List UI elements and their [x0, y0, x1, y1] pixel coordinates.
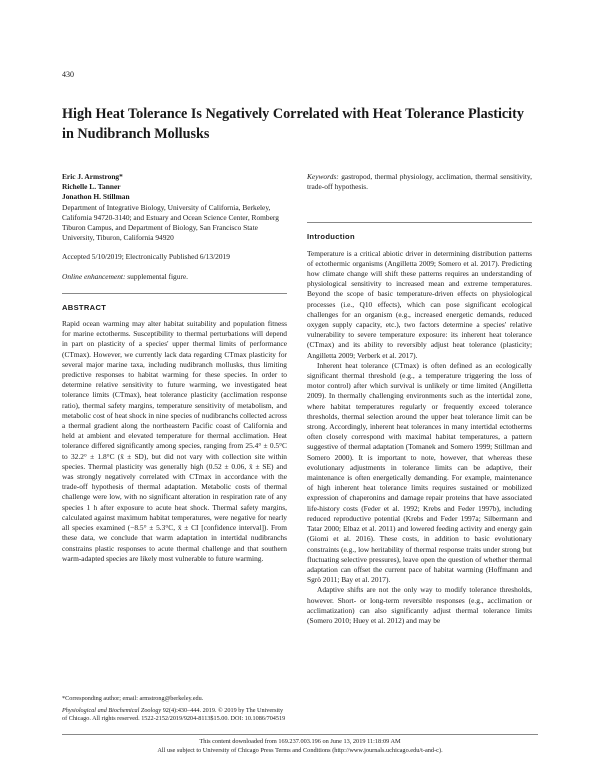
divider: [307, 222, 532, 223]
right-column: [307, 172, 532, 626]
publication-dates: Accepted 5/10/2019; Electronically Published 6/13/2019: [62, 252, 230, 262]
intro-paragraph: Adaptive shifts are not the only way to modify tolerance thresholds, however. Short- or long-term reversible responses (e.g., acclimation or acclimatization) can also significantly adjust thermal tolerance limits (Somero 2010; Huey et al. 2012) and may be: [307, 585, 532, 625]
footer-divider: [62, 734, 538, 735]
affiliation: Department of Integrative Biology, University of California, Berkeley, California 94720-3140; and Estuary and Ocean Science Center, Romberg Tiburon Campus, and Department of Biology, San Francisco State University, Tiburon, California 94920: [62, 202, 279, 243]
author-name: Jonathon H. Stillman: [62, 192, 130, 202]
left-column: [62, 172, 287, 564]
abstract-heading: ABSTRACT: [62, 302, 107, 312]
intro-paragraph: Temperature is a critical abiotic driver in determining distribution patterns of ectothermic organisms (Angilletta 2009; Somero et al. 2017). Predicting how climate change will shift these patterns requires an understanding of physiological sensitivity to increased mean and extreme temperatures. Beyond the scope of basic temperature-driven effects on physiological processes (i.e., Q10 effects), which can pose significant ecological challenges for an organism (e.g., increased energetic demands, reduced oxygen supply capacity, etc.), two factors determine a species' relative vulnerability to severe temperature exposure: its inherent heat tolerance (CTmax) and its ability to reversibly adjust heat tolerance (plasticity; Angilletta 2009; Verberk et al. 2017).: [307, 248, 532, 360]
keywords-label: Keywords:: [307, 172, 339, 181]
online-enhancement-label: Online enhancement:: [62, 271, 126, 281]
footnotes: [62, 695, 287, 728]
keywords: [307, 172, 532, 192]
journal-name: Physiological and Biochemical Zoology: [62, 707, 162, 715]
corresponding-author-note: *Corresponding author; email: armstrong@berkeley.edu.: [62, 695, 204, 702]
keywords-text: gastropod, thermal physiology, acclimation, thermal sensitivity, trade-off hypothesis.: [307, 172, 532, 192]
terms-line[interactable]: All use subject to University of Chicago Press Terms and Conditions (http://www.journals.uchicago.edu/t-and-c).: [157, 746, 443, 754]
citation-details: 92(4):430–444. 2019. © 2019 by The University of Chicago. All rights reserved. 1522-2152/2019/9204-8113$15.00. DOI: 10.1086/704519: [62, 707, 286, 723]
download-notice: [0, 738, 600, 755]
author-name: Eric J. Armstrong*: [62, 172, 123, 181]
online-enhancement-link[interactable]: supplemental figure.: [127, 271, 189, 281]
download-line: This content downloaded from 169.237.003.196 on June 13, 2019 11:18:09 AM: [199, 738, 401, 745]
author-name: Richelle L. Tanner: [62, 182, 121, 192]
author-list: [62, 172, 287, 203]
intro-paragraph: Inherent heat tolerance (CTmax) is often defined as an ecologically significant thermal threshold (e.g., a temperature triggering the loss of motor control) after which survival is unlikely or time limited (Angilletta 2009). In thermally challenging environments such as the intertidal zone, where habitat temperatures regularly or frequently exceed tolerance thresholds, thermal selection around the upper heat tolerance limit can be strong. Accordingly, inherent heat tolerances in many intertidal ectotherms often closely correspond with maximal habitat temperatures, a pattern suggestive of thermal adaptation (Tomanek and Somero 1999; Stillman and Somero 2000). It is important to note, however, that whereas these evolutionary adjustments in tolerance limits can be adaptive, their maintenance is often energetically demanding. For example, maintenance of high inherent heat tolerance limits requires sustained or mobilized expression of chaperonins and damage repair proteins that have associated life-history costs (Feder et al. 1992; Krebs and Feder 1997b), including reduced reproductive potential (Krebs and Feder 1997a; Silbermann and Tatar 2000; Elbaz et al. 2011) and lowered feeding activity and energy gain (Giomi et al. 2016). These costs, in addition to basic evolutionary constraints (e.g., low heritability of thermal response traits under strong but fluctuating selective pressures), leave open the question of whether thermal adaptation can offset the current pace of habitat warming (Hoffmann and Sgrò 2011; Bay et al. 2017).: [307, 360, 532, 585]
introduction-heading: Introduction: [307, 232, 355, 242]
divider: [62, 293, 287, 294]
abstract-text: Rapid ocean warming may alter habitat suitability and population fitness for marine ectotherms. Susceptibility to thermal perturbations will depend in part on plasticity of a species' upper thermal limits of performance (CTmax). However, we currently lack data regarding CTmax plasticity for several major marine taxa, including nudibranch mollusks, thus limiting predictive responses to habitat warming for these species. In order to determine relative sensitivity to future warming, we investigated heat tolerance limits (CTmax), heat tolerance plasticity (acclimation response ratio), thermal safety margins, temperature sensitivity of metabolism, and metabolic cost of heat shock in nine species of nudibranchs collected across a thermal gradient along the northeastern Pacific coast of California and held at ambient and elevated temperature for thermal acclimation. Heat tolerance differed significantly among species, ranging from 25.4° ± 0.5°C to 32.2° ± 1.8°C (x̄ ± SD), but did not vary with collection site within species. Thermal plasticity was generally high (0.52 ± 0.06, x̄ ± SE) and was strongly negatively correlated with CTmax in accordance with the trade-off hypothesis of thermal adaptation. Metabolic costs of thermal challenge were low, with no significant alteration in respiration rate of any species 1 h after exposure to acute heat shock. Thermal safety margins, calculated against maximum habitat temperatures, were negative for nearly all species examined (−8.5° ± 5.3°C, x̄ ± CI [confidence interval]). From these data, we conclude that warm adaptation in intertidal nudibranchs constrains plastic responses to acute thermal challenge and that southern warm-adapted species are likely most vulnerable to future warming.: [62, 319, 287, 563]
page-number: 430: [62, 70, 74, 79]
article-title: High Heat Tolerance Is Negatively Correlated with Heat Tolerance Plasticity in Nudibranch Mollusks: [62, 106, 524, 142]
citation-note: [62, 707, 287, 723]
online-enhancement: [62, 272, 287, 282]
